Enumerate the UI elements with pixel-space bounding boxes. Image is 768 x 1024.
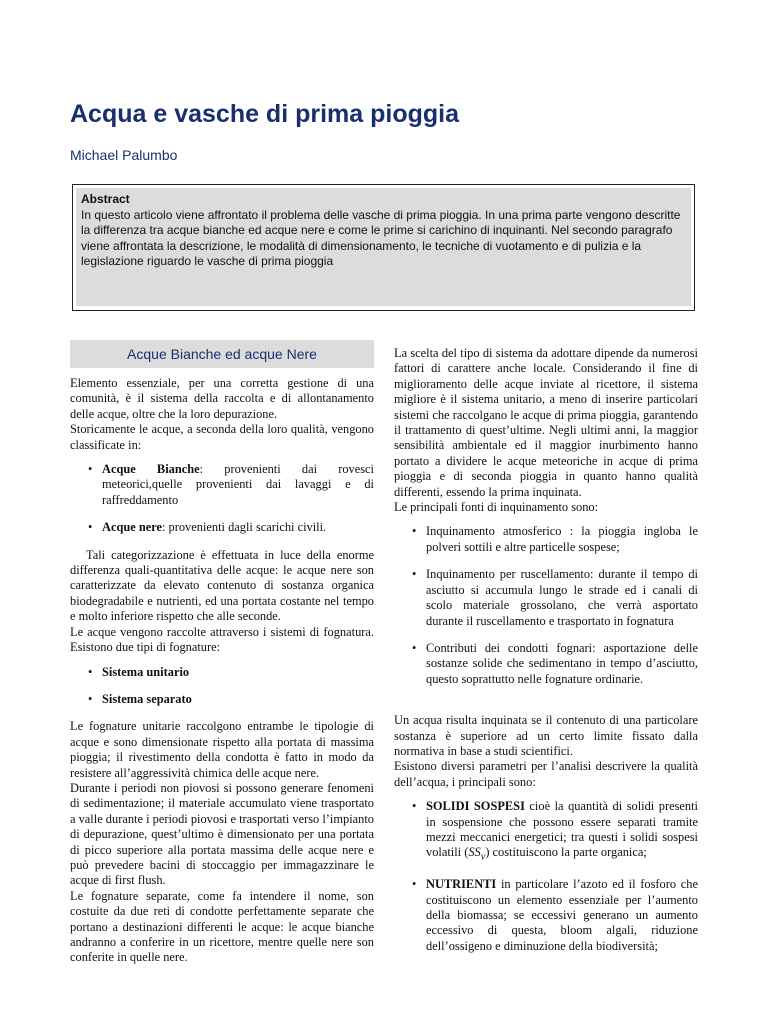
paragraph: Esistono diversi parametri per l’analisi descrivere la qualità dell’acqua, i principali sono: xyxy=(394,759,698,789)
bullet-icon: • xyxy=(412,567,417,582)
bullet-icon: • xyxy=(88,691,93,706)
bullet-icon: • xyxy=(88,462,93,477)
bullet-icon: • xyxy=(412,640,417,655)
list-item: • Inquinamento per ruscellamento: durante il tempo di asciutto si accumula lungo le strade ed i canali di scolo materiale grossolano, che verrà asportato durante il ruscellamento e trasportato in fognatura xyxy=(412,567,698,628)
abstract-heading: Abstract xyxy=(81,192,130,206)
paragraph: Storicamente le acque, a seconda della loro qualità, vengono classificate in: xyxy=(70,422,374,452)
quality-parameters-list xyxy=(394,799,698,954)
spacer xyxy=(394,699,698,713)
abstract-box xyxy=(72,184,695,311)
paragraph: Durante i periodi non piovosi si possono generare fenomeni di sedimentazione; il materiale accumulato viene trasportato a valle durante i periodi piovosi e trasportati verso l’impianto di depurazione, quest’ultimo è dimensionato per una portata di picco superiore alla portata massima delle acque nere e può prevedere bacini di stoccaggio per immagazzinare le acque di first flush. xyxy=(70,780,374,888)
bullet-icon: • xyxy=(412,877,417,892)
list-item: • SOLIDI SOSPESI cioè la quantità di solidi presenti in sospensione che possono essere separati tramite mezzi meccanici energetici; tra questi i solidi sospesi volatili $(SS_v)$ costituiscono la parte organica; xyxy=(412,799,698,863)
paragraph: Le acque vengono raccolte attraverso i sistemi di fognatura. Esistono due tipi di fognature: xyxy=(70,624,374,655)
author-name: Michael Palumbo xyxy=(70,147,178,163)
abstract-text: In questo articolo viene affrontato il problema delle vasche di prima pioggia. In una prima parte vengono descritte la differenza tra acque bianche ed acque nere e come le prime si carichino di inquinanti. Nel secondo paragrafo viene affrontata la descrizione, le modalità di dimensionamento, le tecniche di vuotamento e di pulizia e la legislazione riguardo le vasche di prima pioggia xyxy=(81,207,681,269)
paragraph: La scelta del tipo di sistema da adottare dipende da numerosi fattori di carattere anche locale. Considerando il fine di miglioramento delle acque inviate al ricettore, il sistema migliore è il sistema unitario, a meno di inserire particolari sistemi che raccolgano le acque di prima pioggia, garantendo il trattamento di quest’ultime. Negli ultimi anni, la maggior sensibilità ambientale ed il maggior inurbimento hanno portato a dividere le acque meteoriche in acque di prima pioggia e di seconda pioggia in quanto hanno qualità differenti, essendo la prima inquinata. xyxy=(394,346,698,499)
section-heading: Acque Bianche ed acque Nere xyxy=(70,340,374,368)
paragraph: Le principali fonti di inquinamento sono: xyxy=(394,500,599,515)
list-item: • Sistema unitario xyxy=(88,664,190,679)
list-item: • Contributi dei condotti fognari: asportazione delle sostanze solide che sedimentano in tempo d’asciutto, questo soprattutto nelle fognature ordinarie. xyxy=(412,640,698,686)
bullet-icon: • xyxy=(88,664,93,679)
pollution-sources-list xyxy=(394,524,698,687)
paragraph: Tali categorizzazione è effettuata in luce della enorme differenza quali-quantitativa delle acque: le acque nere son caratterizzate da elevato contenuto di sostanza organica biodegradabile e nutrienti, ed una portata costante nel tempo e molto inferiore rispetto che alle seconde. xyxy=(70,547,374,624)
right-column xyxy=(394,346,698,966)
bullet-icon: • xyxy=(412,799,417,814)
paragraph: Elemento essenziale, per una corretta gestione di una comunità, è il sistema della raccolta e di allontanamento delle acque, oltre che la loro depurazione. xyxy=(70,376,374,421)
paragraph: Le fognature separate, come fa intendere il nome, son costuite da due reti di condotte perfettamente separate che portano a destinazioni differenti le acque: le acque bianche andranno a conferire in un ricettore, mentre quelle nere son conferite in quelle nere. xyxy=(70,888,374,965)
left-column xyxy=(70,340,374,966)
list-item: • Acque nere: provenienti dagli scarichi civili. xyxy=(88,520,327,535)
paragraph: Le fognature unitarie raccolgono entrambe le tipologie di acque e sono dimensionate rispetto alla portata di massima pioggia; il rivestimento della condotta è fatto in modo da resistere all’aggressività chimica delle acque nere. xyxy=(70,719,374,780)
bullet-icon: • xyxy=(412,524,417,539)
sewer-types-list xyxy=(70,665,374,708)
water-types-list xyxy=(70,462,374,536)
list-item: • Acque Bianche: provenienti dai rovesci meteorici,quelle provenienti dai lavaggi e di raffreddamento xyxy=(88,462,374,507)
page-title: Acqua e vasche di prima pioggia xyxy=(70,100,460,128)
list-item: • Inquinamento atmosferico : la pioggia ingloba le polveri sottili e altre particelle sospese; xyxy=(412,524,698,554)
bullet-icon: • xyxy=(88,520,93,535)
abstract-panel xyxy=(76,188,691,306)
paragraph: Un acqua risulta inquinata se il contenuto di una particolare sostanza è superiore ad un certo limite fissato dalla normativa in base a studi scientifici. xyxy=(394,713,698,758)
list-item: • NUTRIENTI in particolare l’azoto ed il fosforo che costituiscono un elemento essenziale per l’aumento della biomassa; se eccessivi generano un aumento eccessivo di questa, bloom algali, riduzione dell’ossigeno e diminuzione della biodiversità; xyxy=(412,877,698,953)
list-item: • Sistema separato xyxy=(88,691,192,706)
